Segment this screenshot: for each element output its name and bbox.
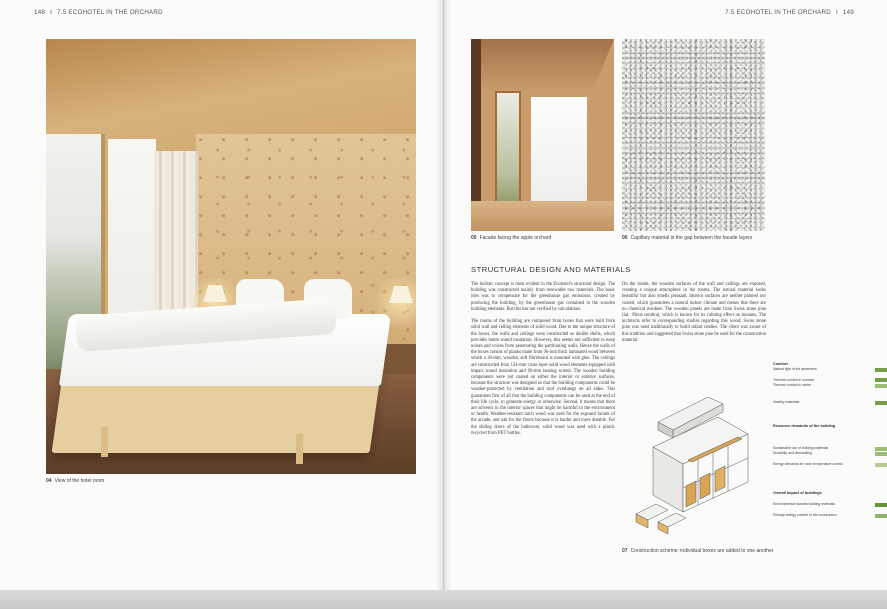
legend-item-label: Environmental hazards building materials — [773, 502, 836, 506]
hotel-room-photo — [46, 39, 416, 474]
legend-item-label: Natural light in the apartment — [773, 367, 817, 371]
legend-item-label: Thermal comfort in summer — [773, 378, 815, 382]
right-head-divider: I — [835, 9, 838, 16]
photo-bed-leg — [296, 434, 303, 464]
legend-item-label: Energy demands for room temperature control — [773, 462, 843, 466]
right-section-number: 7.5 — [725, 9, 735, 16]
photo-window — [495, 91, 521, 213]
book-gutter — [436, 0, 452, 592]
caption-figure-06 — [622, 235, 752, 241]
legend-item-label: Primary energy content of the construction — [773, 513, 837, 517]
legend-rating-bar — [875, 463, 887, 467]
caption-figure-05 — [471, 235, 551, 241]
body-paragraph: On the inside, the wooden surfaces of the wall and ceilings are exposed, creating a unique atmosphere in the rooms. The natural material looks beautiful but also smells pleasant. Interior surfaces are neither painted nor coated, which guarantees a natural indoor climate and means that there are no chemical residues. The wooden panels are made from Swiss stone pine (lat.: Pinus cembra), which is known for its calming effect on humans. The architects refer to corresponding studies regarding this wood: Swiss stone pine was used traditionally to build infant cradles. The client was aware of this tradition and suggested that Swiss stone pine be used for the construction material. — [622, 282, 766, 343]
photo-nightstand — [384, 344, 416, 374]
legend-rating-bar — [875, 503, 887, 507]
body-paragraph: The holistic concept is most evident in the Ecohotel's structural design. The building was constructed mainly from renewable raw materials. The basic idea was to compensate for the greenhouse gas emissions, created by producing the building, by the greenhouse gas contained in the wooden building elements. But this has not verified by calculations. — [471, 282, 615, 312]
legend-rating-bar — [875, 378, 887, 382]
figure-caption-text: Construction scheme: individual boxes are added to one another — [630, 548, 774, 554]
legend-rating-bar — [875, 514, 887, 518]
legend-item-label: Sustainable use of building materials — [773, 446, 829, 450]
figure-caption-text: Capillary material in the gap between the facade layers — [630, 235, 753, 241]
legend-rating-bar — [875, 368, 887, 372]
body-column-2 — [622, 282, 766, 350]
assessment-legend — [773, 362, 887, 522]
right-running-head — [725, 9, 854, 16]
left-head-divider: I — [50, 9, 53, 16]
legend-group-heading: Resource demands of the building — [773, 424, 836, 428]
body-column-1 — [471, 282, 615, 443]
legend-group-heading: Overall impact of buildings — [773, 491, 822, 495]
right-page-number: 149 — [842, 9, 854, 16]
left-section-number: 7.5 — [57, 9, 67, 16]
figure-caption-text: View of the hotel room — [54, 478, 105, 484]
facade-photo — [471, 39, 614, 231]
legend-item-label: Durability and dismantling — [773, 451, 812, 455]
photo-floor — [471, 201, 614, 231]
legend-item-label: Thermal comfort in winter — [773, 383, 812, 387]
left-running-head — [34, 9, 163, 16]
legend-rating-bar — [875, 452, 887, 456]
figure-number: 05 — [471, 235, 477, 241]
legend-rating-bar — [875, 401, 887, 405]
figure-number: 07 — [622, 548, 628, 554]
page-bottom-edge — [0, 590, 887, 609]
section-heading: STRUCTURAL DESIGN AND MATERIALS — [471, 265, 631, 274]
legend-group-heading: Comfort — [773, 362, 788, 366]
legend-item-label: Healthy materials — [773, 400, 800, 404]
photo-window-light — [531, 97, 587, 209]
photo-ceiling — [471, 39, 614, 91]
figure-caption-text: Facade facing the apple orchard — [479, 235, 552, 241]
caption-figure-07 — [622, 548, 773, 554]
right-section-title: ECOHOTEL IN THE ORCHARD — [736, 9, 831, 16]
body-paragraph: The rooms of the building are composed from boxes that were built from solid wall and ceiling elements of solid wood. Due to the unique structure of the boxes, the walls and ceilings were constructed as double shells, which provides better sound insulation. However, this seems not sufficient to keep noises and voices from penetrating the partitioning walls. Hence the walls of the boxes consist of planks made from 96-mm thick laminated wood between which a 30-mm, wooden, soft fibreboard is mounted with glue. The ceilings are constructed from 124-mm cross-layer solid wood elements equipped with impact sound insulation and 60-mm heating screed. The wooden building components were not coated on either the interior or exterior surfaces, because the structure was designed so that the building components could be weather-protected by ventilation and roof overhangs on all sides. This guarantees first of all that the building components can be used at the end of their life cycle, to generate energy or otherwise. Second, it means that there are solvents in the interior spaces that might be harmful to the environment or health. Weather-resistant larch wood was used for the exposed facade of the arcade, and oak for the floors because it is harder and more durable. For the sliding doors of the bathroom, solid wood was used with a plastic recycled from PET bottles. — [471, 319, 615, 436]
caption-figure-04 — [46, 478, 104, 484]
capillary-material-photo — [622, 39, 765, 231]
legend-rating-bar — [875, 447, 887, 451]
figure-number: 04 — [46, 478, 52, 484]
construction-scheme-drawing — [628, 392, 768, 544]
legend-rating-bar — [875, 384, 887, 388]
figure-number: 06 — [622, 235, 628, 241]
photo-bed-leg — [101, 427, 108, 457]
left-page-number: 148 — [34, 9, 46, 16]
left-section-title: ECOHOTEL IN THE ORCHARD — [68, 9, 163, 16]
